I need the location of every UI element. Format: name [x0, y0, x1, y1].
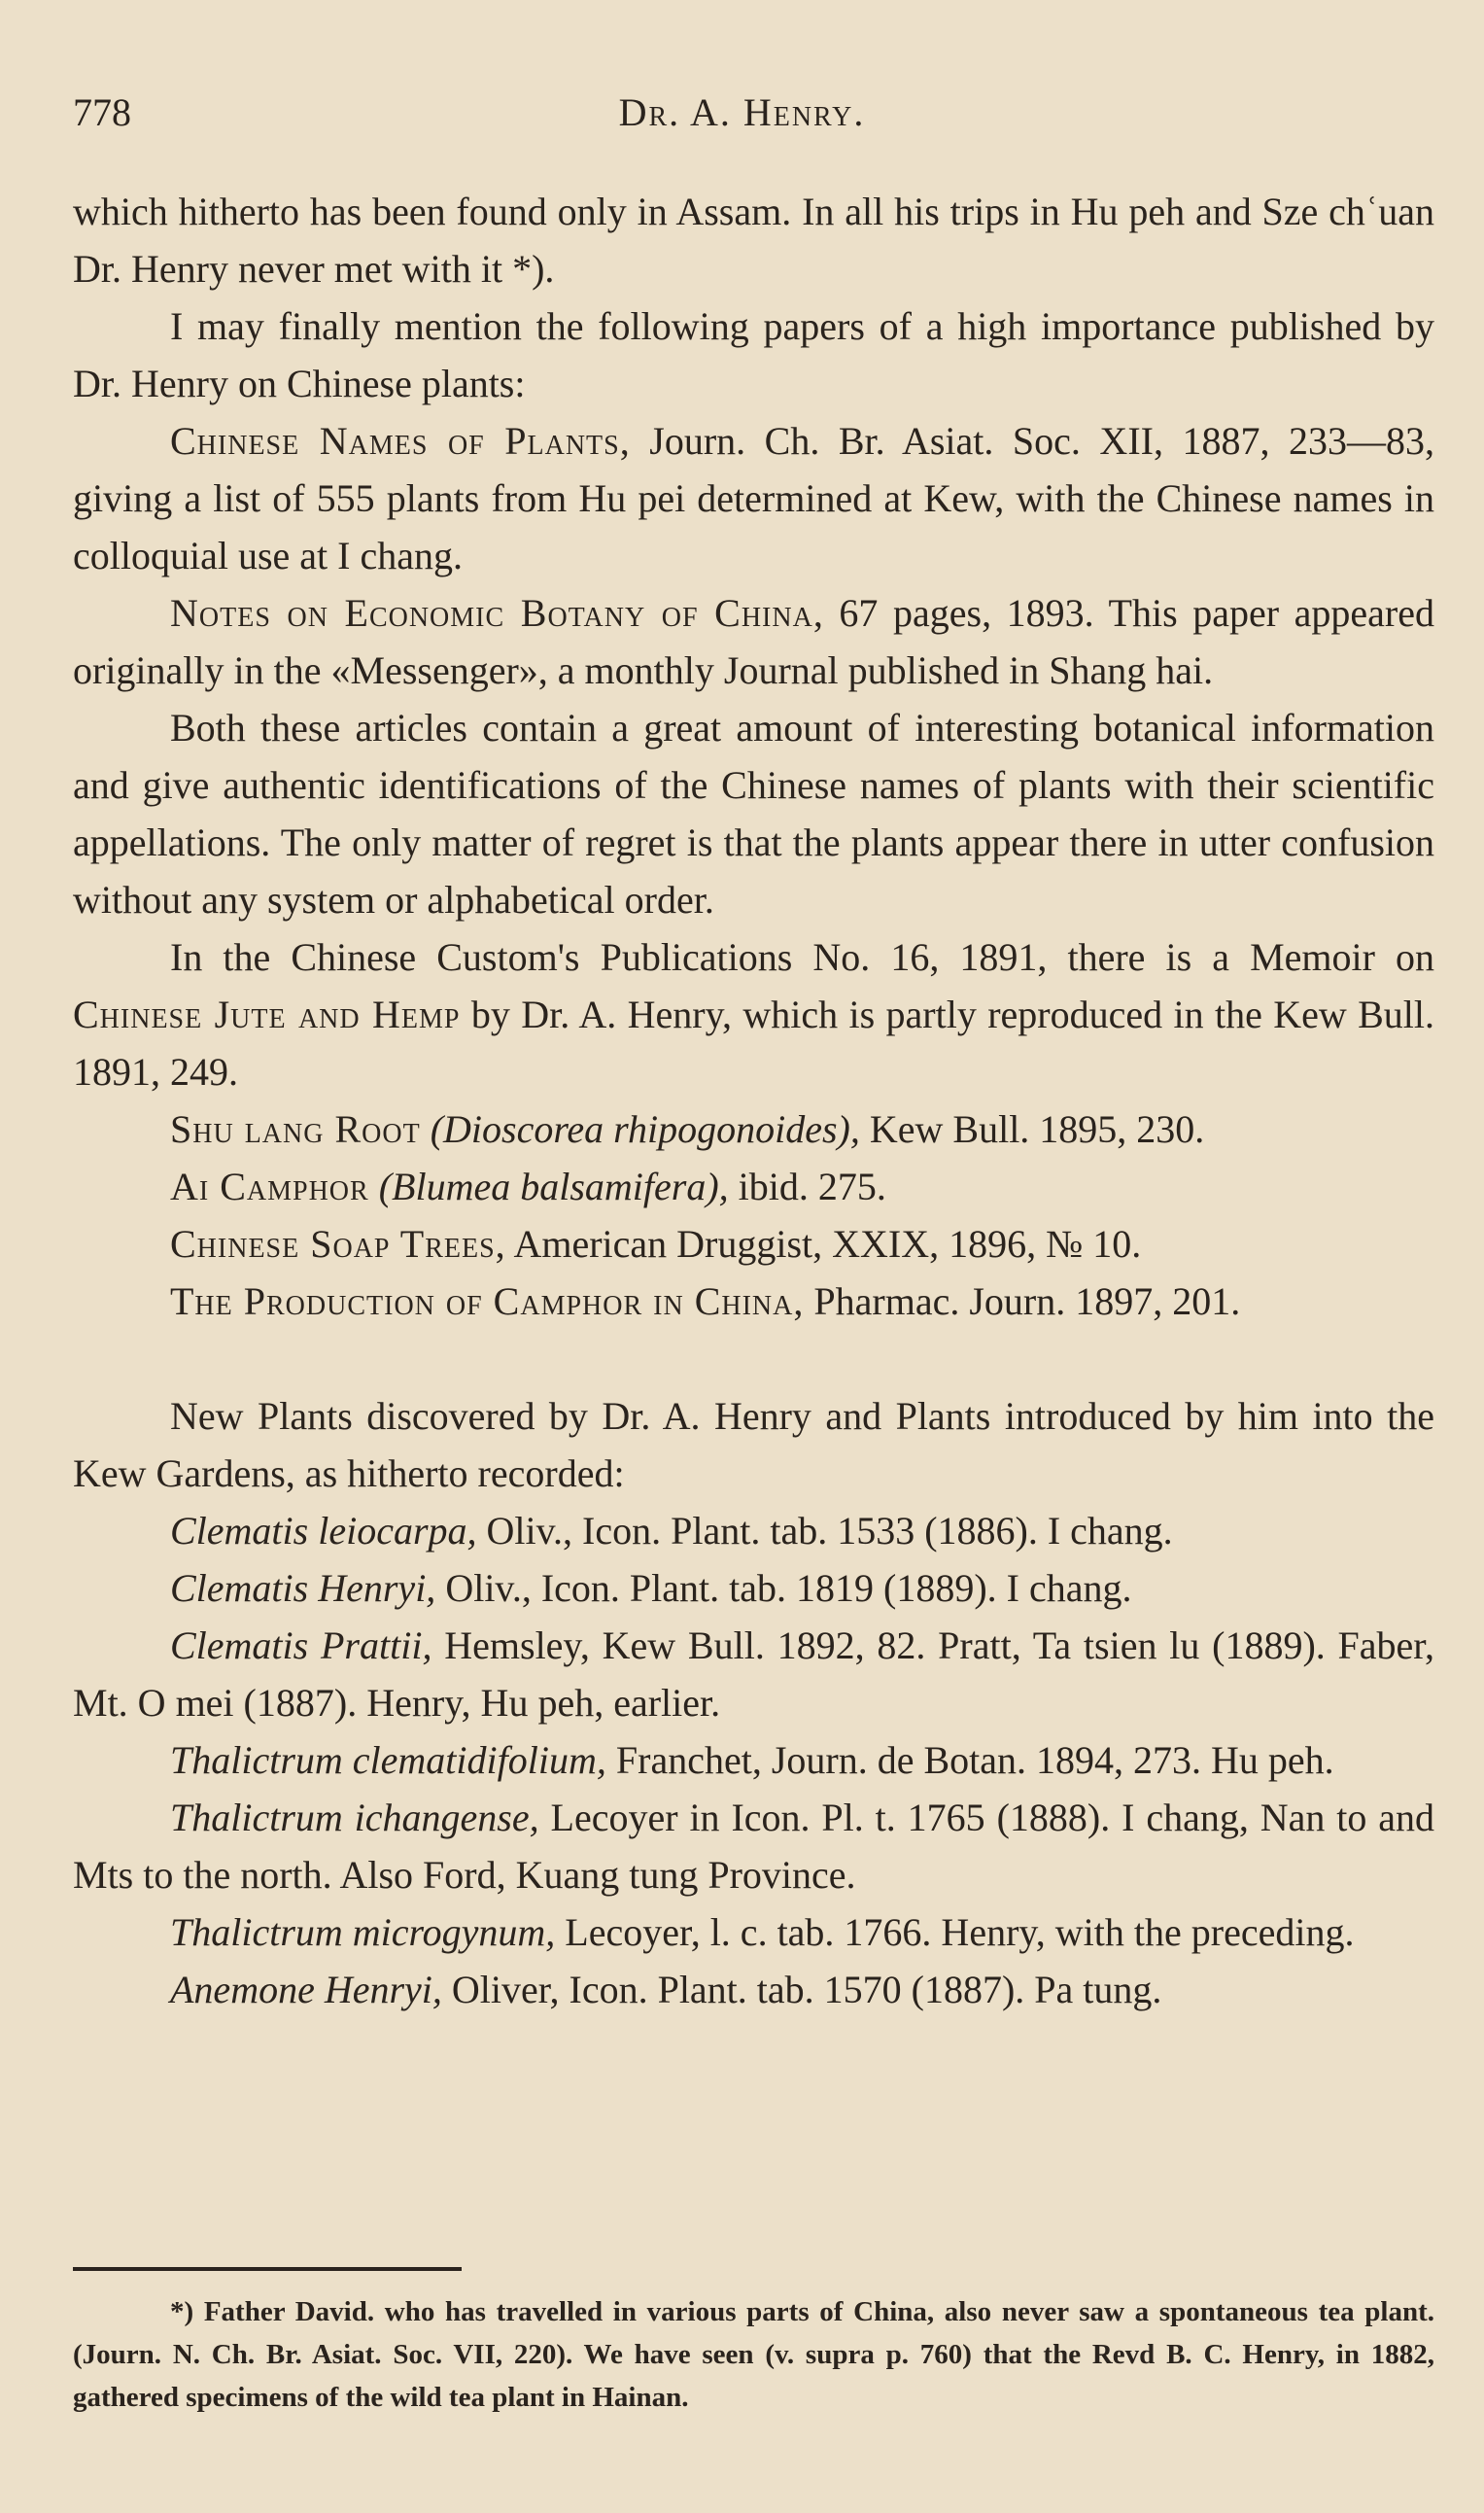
plant-entry [73, 1903, 1434, 1961]
paper-title: Chinese Jute and Hemp [73, 993, 461, 1036]
paper-entry [73, 584, 1434, 699]
paper-entry [73, 1215, 1434, 1273]
plant-details: Oliv., Icon. Plant. tab. 1819 (1889). I chang. [435, 1566, 1132, 1610]
paragraph-text: New Plants discovered by Dr. A. Henry and Plants introduced by him into the Kew Gardens, as hitherto recorded: [73, 1394, 1434, 1495]
page-header [73, 89, 1411, 148]
species-name: Thalictrum microgynum, [170, 1910, 556, 1954]
paper-details: American Druggist, XXIX, 1896, № 10. [505, 1222, 1142, 1266]
species-name: Thalictrum clematidifolium, [170, 1738, 606, 1782]
species-name: (Dioscorea rhipogonoides), [420, 1107, 860, 1151]
paper-entry [73, 1273, 1434, 1330]
paragraph [73, 928, 1434, 1100]
plant-entry [73, 1789, 1434, 1903]
paper-entry [73, 1100, 1434, 1158]
paper-entry [73, 1158, 1434, 1215]
paragraph-text: which hitherto has been found only in Assam. In all his trips in Hu peh and Sze chʿuan Dr. Henry never met with it *). [73, 190, 1434, 291]
paper-title: The Production of Camphor in China, [170, 1279, 805, 1323]
species-name: Clematis leiocarpa, [170, 1509, 477, 1553]
species-name: Clematis Henryi, [170, 1566, 436, 1610]
plant-details: Oliv., Icon. Plant. tab. 1533 (1886). I chang. [476, 1509, 1173, 1553]
plant-details: Lecoyer in Icon. Pl. t. 1765 (1888). I chang, Nan to and Mts to the north. Also Ford, Kuang tung Province. [73, 1796, 1435, 1897]
paper-details: Kew Bull. 1895, 230. [859, 1107, 1205, 1151]
species-name: Thalictrum ichangense, [170, 1796, 539, 1839]
paragraph-text: In the Chinese Custom's Publications No. 16, 1891, there is a Memoir on [170, 935, 1434, 979]
species-name: Clematis Prattii, [170, 1623, 432, 1667]
plant-entry [73, 1617, 1434, 1731]
paper-title: Ai Camphor [170, 1165, 369, 1208]
footnote-divider [73, 2267, 462, 2271]
paragraph [73, 297, 1434, 412]
plant-details: Oliver, Icon. Plant. tab. 1570 (1887). Pa tung. [441, 1968, 1162, 2011]
plant-entry [73, 1731, 1434, 1789]
species-name: (Blumea balsamifera), [368, 1165, 729, 1208]
paper-title: Chinese Names of Plants, [170, 419, 631, 463]
page-number: 778 [73, 90, 131, 134]
paper-details: 67 pages, 1893. This paper appeared originally in the «Messenger», a monthly Journal published in Shang hai. [73, 591, 1434, 692]
plant-details: Lecoyer, l. c. tab. 1766. Henry, with the preceding. [555, 1910, 1355, 1954]
paragraph-text: I may finally mention the following papers of a high importance published by Dr. Henry on Chinese plants: [73, 304, 1434, 405]
paragraph-text: by Dr. A. Henry, which is partly reproduced in the Kew Bull. 1891, 249. [73, 993, 1434, 1094]
plant-details: Franchet, Journ. de Botan. 1894, 273. Hu peh. [605, 1738, 1334, 1782]
plant-entry [73, 1502, 1434, 1559]
paper-entry [73, 412, 1434, 584]
paragraph [73, 183, 1434, 297]
plant-details: Hemsley, Kew Bull. 1892, 82. Pratt, Ta tsien lu (1889). Faber, Mt. O mei (1887). Henry, Hu peh, earlier. [73, 1623, 1435, 1725]
paper-title: Notes on Economic Botany of China, [170, 591, 824, 635]
paragraph-text: Both these articles contain a great amount of interesting botanical information and give authentic identifications of the Chinese names of plants with their scientific appellations. The only matter of regret is that the plants appear there in utter confusion without any system or alphabetical order. [73, 706, 1434, 922]
paper-details: Pharmac. Journ. 1897, 201. [804, 1279, 1241, 1323]
main-text [73, 183, 1434, 2018]
footnote-text: *) Father David. who has travelled in various parts of China, also never saw a spontaneous tea plant. (Journ. N. Ch. Br. Asiat. Soc. VII, 220). We have seen (v. supra p. 760) that the Revd B. C. Henry, in 1882, gathered specimens of the wild tea plant in Hainan. [73, 2296, 1434, 2413]
paragraph [73, 1387, 1434, 1502]
plant-entry [73, 1559, 1434, 1617]
paper-title: Chinese Soap Trees, [170, 1222, 506, 1266]
plant-entry [73, 1961, 1434, 2018]
paper-details: Journ. Ch. Br. Asiat. Soc. XII, 1887, 233—83, giving a list of 555 plants from Hu pei determined at Kew, with the Chinese names in colloquial use at I chang. [73, 419, 1434, 577]
paper-title: Shu lang Root [170, 1107, 421, 1151]
section-spacer [73, 1330, 1434, 1387]
footnote [73, 2290, 1434, 2419]
paragraph [73, 699, 1434, 928]
running-head: Dr. A. Henry. [618, 90, 866, 134]
paper-details: ibid. 275. [728, 1165, 886, 1208]
species-name: Anemone Henryi, [170, 1968, 442, 2011]
